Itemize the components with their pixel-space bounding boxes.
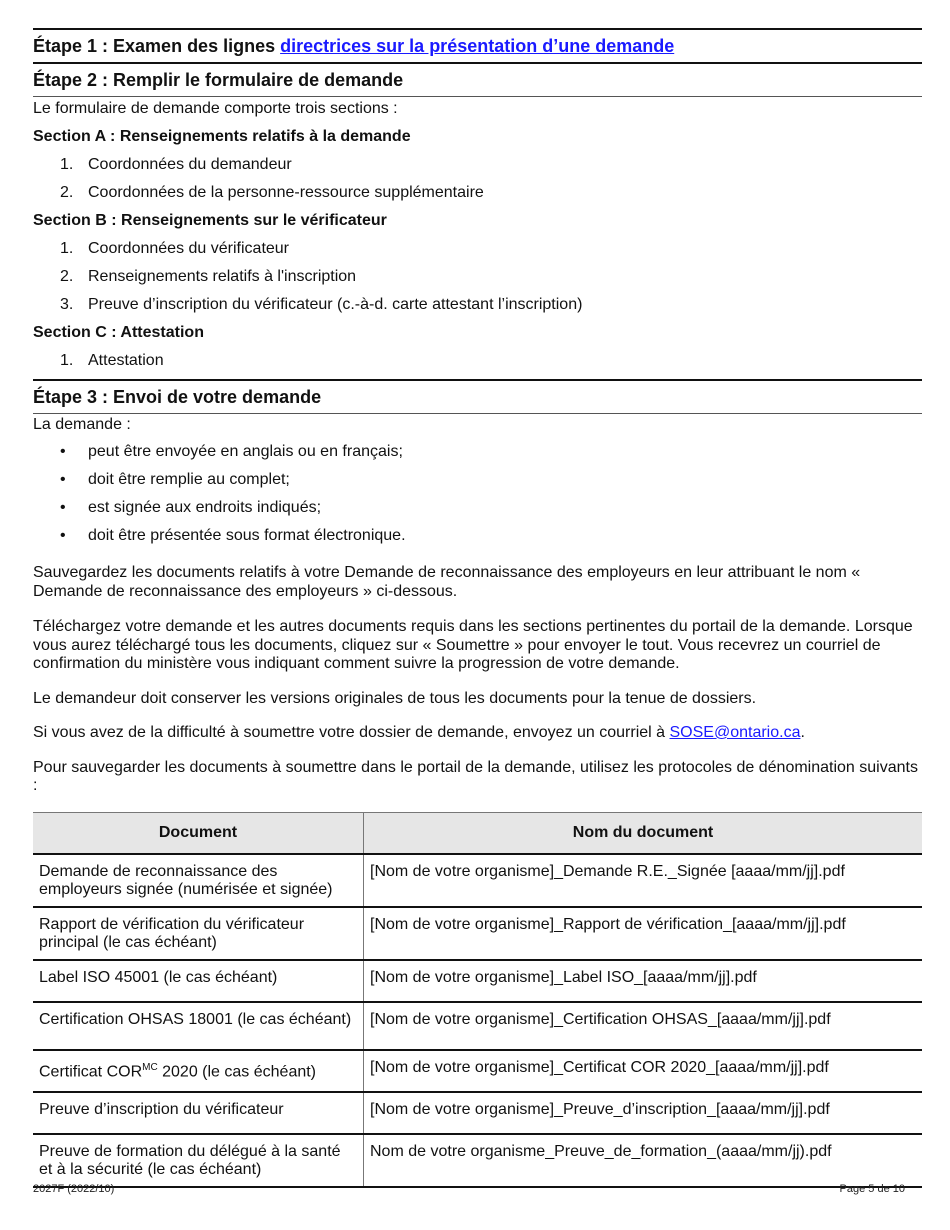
column-header-name: Nom du document bbox=[364, 812, 923, 854]
bullet-item: • doit être présentée sous format électronique. bbox=[60, 527, 406, 544]
guidelines-link[interactable]: directrices sur la présentation d’une demande bbox=[280, 36, 675, 56]
list-item: 2. Renseignements relatifs à l'inscription bbox=[60, 268, 357, 285]
column-header-document: Document bbox=[33, 812, 364, 854]
naming-table bbox=[33, 812, 922, 1188]
bullet-item: • doit être remplie au complet; bbox=[60, 471, 290, 488]
paragraph-upload: Téléchargez votre demande et les autres documents requis dans les sections pertinentes du portail de la demande. Lorsque vous aurez téléchargé tous les documents, cliquez sur « Soumettre » pour envoyer le tout. Vous recevrez un courriel de confirmation du ministère vous indiquant comment suivre la progression de votre demande. bbox=[33, 618, 913, 672]
page-content bbox=[33, 28, 922, 1188]
bullet-item: • peut être envoyée en anglais ou en français; bbox=[60, 443, 403, 460]
list-item: 1. Coordonnées du vérificateur bbox=[60, 240, 290, 257]
table-header-row bbox=[33, 812, 922, 854]
table-row: Rapport de vérification du vérificateur principal (le cas échéant) [Nom de votre organisme]_Rapport de vérification_[aaaa/mm/jj].pdf bbox=[33, 907, 922, 960]
email-link[interactable]: SOSE@ontario.ca bbox=[669, 724, 801, 741]
step1-heading: Étape 1 : Examen des lignes directrices sur la présentation d’une demande bbox=[33, 36, 675, 56]
step3-intro: La demande : bbox=[33, 416, 131, 433]
table-row: Label ISO 45001 (le cas échéant) [Nom de votre organisme]_Label ISO_[aaaa/mm/jj].pdf bbox=[33, 960, 922, 1002]
list-item: 3. Preuve d’inscription du vérificateur (c.-à-d. carte attestant l’inscription) bbox=[60, 296, 583, 313]
step2-intro: Le formulaire de demande comporte trois sections : bbox=[33, 100, 398, 117]
list-item: 1. Coordonnées du demandeur bbox=[60, 156, 292, 173]
list-item: 1. Attestation bbox=[60, 352, 164, 369]
paragraph-naming: Pour sauvegarder les documents à soumettre dans le portail de la demande, utilisez les protocoles de dénomination suivants : bbox=[33, 758, 918, 794]
form-id: 2027F (2022/10) bbox=[33, 1183, 115, 1195]
step2-heading: Étape 2 : Remplir le formulaire de demande bbox=[33, 70, 404, 90]
table-row: Preuve d’inscription du vérificateur [Nom de votre organisme]_Preuve_d’inscription_[aaaa/mm/jj].pdf bbox=[33, 1092, 922, 1134]
section-b-title: Section B : Renseignements sur le vérificateur bbox=[33, 212, 387, 229]
bullet-item: • est signée aux endroits indiqués; bbox=[60, 499, 322, 516]
page-number: Page 5 de 10 bbox=[839, 1183, 905, 1195]
paragraph-save: Sauvegardez les documents relatifs à votre Demande de reconnaissance des employeurs en leur attribuant le nom « Demande de reconnaissance des employeurs » ci-dessous. bbox=[33, 564, 861, 600]
paragraph-contact: Si vous avez de la difficulté à soumettre votre dossier de demande, envoyez un courriel à SOSE@ontario.ca. bbox=[33, 724, 805, 741]
paragraph-keep: Le demandeur doit conserver les versions originales de tous les documents pour la tenue de dossiers. bbox=[33, 689, 757, 707]
step3-heading: Étape 3 : Envoi de votre demande bbox=[33, 387, 322, 407]
list-item: 2. Coordonnées de la personne-ressource supplémentaire bbox=[60, 184, 484, 201]
table-row: Certification OHSAS 18001 (le cas échéant) [Nom de votre organisme]_Certification OHSAS_[aaaa/mm/jj].pdf bbox=[33, 1002, 922, 1050]
section-c-title: Section C : Attestation bbox=[33, 324, 204, 341]
table-row: Certificat $COR^{MC}$ 2020 (le cas échéant) [Nom de votre organisme]_Certificat COR 2020_[aaaa/mm/jj].pdf bbox=[33, 1050, 922, 1092]
section-a-title: Section A : Renseignements relatifs à la demande bbox=[33, 128, 411, 145]
table-row: Demande de reconnaissance des employeurs signée (numérisée et signée) [Nom de votre organisme]_Demande R.E._Signée [aaaa/mm/jj].pdf bbox=[33, 854, 922, 907]
table-row: Preuve de formation du délégué à la santé et à la sécurité (le cas échéant) Nom de votre organisme_Preuve_de_formation_(aaaa/mm/jj).pdf bbox=[33, 1134, 922, 1187]
